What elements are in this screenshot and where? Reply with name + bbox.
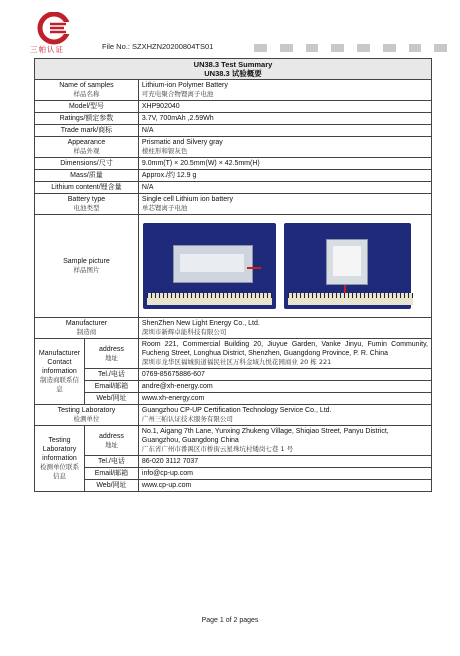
email-label: Email/邮箱 <box>84 381 138 393</box>
table-row <box>35 125 432 137</box>
page-header <box>20 8 440 54</box>
table-row <box>35 456 432 468</box>
battery-type-label-cn: 电池类型 <box>73 204 100 212</box>
sample-name-en: Lithium-ion Polymer Battery <box>141 82 228 89</box>
manufacturer-contact-label-line2: Contact <box>47 359 72 366</box>
tel-label: Tel./电话 <box>84 369 138 381</box>
appearance-label-en: Appearance <box>67 139 106 146</box>
manufacturer-contact-label-cn: 制造商联系信息 <box>39 376 79 393</box>
table-row <box>35 80 432 101</box>
table-row <box>35 339 432 369</box>
table-title-en: UN38.3 Test Summary <box>193 60 273 69</box>
header-stripe-segment <box>280 44 293 52</box>
table-row <box>35 137 432 158</box>
battery-cell-image <box>173 245 253 283</box>
header-stripe-segment <box>306 44 319 52</box>
testing-lab-en: Guangzhou CP-UP Certification Technology Service Co., Ltd. <box>141 407 332 414</box>
logo-text: 三帕认证 <box>30 45 64 54</box>
manufacturer-tel: 0769-85675886-607 <box>138 369 431 381</box>
table-row <box>35 182 432 194</box>
header-stripe-segment <box>331 44 344 52</box>
mass-label: Mass/质量 <box>35 170 139 182</box>
header-stripe-segment <box>370 44 383 52</box>
header-stripe-segment <box>267 44 280 52</box>
lithium-content-value: N/A <box>138 182 431 194</box>
battery-type-cn: 单芯锂离子电池 <box>141 204 188 212</box>
sample-picture-label-en: Sample picture <box>63 258 110 265</box>
header-stripe-segment <box>254 44 267 52</box>
table-row <box>35 113 432 125</box>
cpup-logo-icon <box>36 12 80 48</box>
header-stripe-segment <box>421 44 434 52</box>
lab-contact-label-line1: Testing <box>48 437 71 444</box>
manufacturer-contact-label-line1: Manufacturer <box>38 350 81 357</box>
name-label-cn: 样品名称 <box>73 90 100 98</box>
battery-type-en: Single cell Lithium ion battery <box>141 196 233 203</box>
header-stripe-segment <box>318 44 331 52</box>
tel-label: Tel./电话 <box>84 456 138 468</box>
lab-contact-label-line2: Laboratory <box>42 446 77 453</box>
web-label: Web/网址 <box>84 480 138 492</box>
manufacturer-contact-label-line3: information <box>42 368 77 375</box>
address-label-en: address <box>98 345 124 353</box>
header-stripe-segment <box>409 44 422 52</box>
table-row <box>35 480 432 492</box>
lab-contact-label-cn: 检测单位联系信息 <box>39 463 79 480</box>
table-row <box>35 170 432 182</box>
manufacturer-email: andre@xh-energy.com <box>138 381 431 393</box>
web-label: Web/网址 <box>84 393 138 405</box>
summary-table <box>34 58 432 492</box>
header-stripe-segment <box>293 44 306 52</box>
header-stripe-segment <box>357 44 370 52</box>
manufacturer-cn: 深圳市新辉卓能科技有限公司 <box>141 328 227 336</box>
manufacturer-address-cn: 深圳市龙华区福城街道福民社区万科金域九悦花园商业 20 栋 221 <box>141 358 332 366</box>
dimensions-value: 9.0mm(T) × 20.5mm(W) × 42.5mm(H) <box>138 158 431 170</box>
appearance-label-cn: 样品外观 <box>73 147 100 155</box>
trade-mark-value: N/A <box>138 125 431 137</box>
sample-pictures <box>138 215 431 318</box>
testing-lab-cn: 广州三帕认证技术服务有限公司 <box>141 415 233 423</box>
trade-mark-label: Trade mark/商标 <box>35 125 139 137</box>
header-stripe-segment <box>396 44 409 52</box>
header-stripe-bar <box>254 44 460 52</box>
table-row <box>35 426 432 456</box>
manufacturer-web: www.xh-energy.com <box>138 393 431 405</box>
lab-tel: 86-020 3112 7037 <box>138 456 431 468</box>
lab-address-en: No.1, Aigang 7th Lane, Yunxing Zhukeng Village, Shiqiao Street, Panyu District, Guangzhou, Guangdong China <box>141 428 389 444</box>
table-row <box>35 468 432 480</box>
ratings-value: 3.7V, 700mAh ,2.59Wh <box>138 113 431 125</box>
lab-contact-label-line3: information <box>42 455 77 462</box>
table-row <box>35 393 432 405</box>
manufacturer-label-cn: 制造商 <box>76 328 97 336</box>
table-title-cn: UN38.3 试验概要 <box>204 69 262 78</box>
manufacturer-address-en: Room 221, Commercial Building 20, Jiuyue Garden, Vanke Jinyu, Fumin Community, Fucheng Street, Longhua District, Shenzhen, Guangdong Province, P. R. China <box>141 341 428 357</box>
header-stripe-segment <box>447 44 460 52</box>
address-label-en: address <box>98 432 124 440</box>
table-row <box>35 101 432 113</box>
table-title-row <box>35 59 432 80</box>
table-row <box>35 215 432 318</box>
battery-cell-image <box>326 239 368 285</box>
manufacturer-label-en: Manufacturer <box>65 320 108 327</box>
address-label-cn: 地址 <box>104 440 118 449</box>
lab-web: www.cp-up.com <box>138 480 431 492</box>
header-stripe-segment <box>344 44 357 52</box>
table-row <box>35 158 432 170</box>
appearance-en: Prismatic and Silvery gray <box>141 139 223 146</box>
lithium-content-label: Lithium content/锂含量 <box>35 182 139 194</box>
address-label-cn: 地址 <box>104 353 118 362</box>
mass-value: Approx./约 12.9 g <box>138 170 431 182</box>
dimensions-label: Dimensions/尺寸 <box>35 158 139 170</box>
battery-photo-side <box>284 223 411 309</box>
table-row <box>35 405 432 426</box>
sample-name-cn: 可充电聚合物锂离子电池 <box>141 90 214 98</box>
table-row <box>35 194 432 215</box>
sample-picture-label-cn: 样品图片 <box>73 266 100 274</box>
appearance-cn: 棱柱形和银灰色 <box>141 147 188 155</box>
battery-type-label-en: Battery type <box>67 196 106 203</box>
ruler-image <box>147 293 272 305</box>
ruler-image <box>288 293 413 305</box>
manufacturer-en: ShenZhen New Light Energy Co., Ltd. <box>141 320 260 327</box>
table-row <box>35 318 432 339</box>
model-value: XHP902040 <box>138 101 431 113</box>
battery-photo-front <box>143 223 276 309</box>
file-number: File No.: SZXHZN20200804TS01 <box>102 42 214 51</box>
ratings-label: Ratings/额定参数 <box>35 113 139 125</box>
lab-address-cn: 广东省广州市番禺区市桥街云星珠坑村矮岗七巷 1 号 <box>141 445 294 453</box>
lab-email: info@cp-up.com <box>138 468 431 480</box>
table-row <box>35 369 432 381</box>
table-row <box>35 381 432 393</box>
testing-lab-label-cn: 检测单位 <box>73 415 100 423</box>
model-label: Model/型号 <box>35 101 139 113</box>
email-label: Email/邮箱 <box>84 468 138 480</box>
testing-lab-label-en: Testing Laboratory <box>57 407 116 414</box>
header-stripe-segment <box>383 44 396 52</box>
header-stripe-segment <box>434 44 447 52</box>
page-footer: Page 1 of 2 pages <box>201 617 259 624</box>
name-label-en: Name of samples <box>59 82 114 89</box>
